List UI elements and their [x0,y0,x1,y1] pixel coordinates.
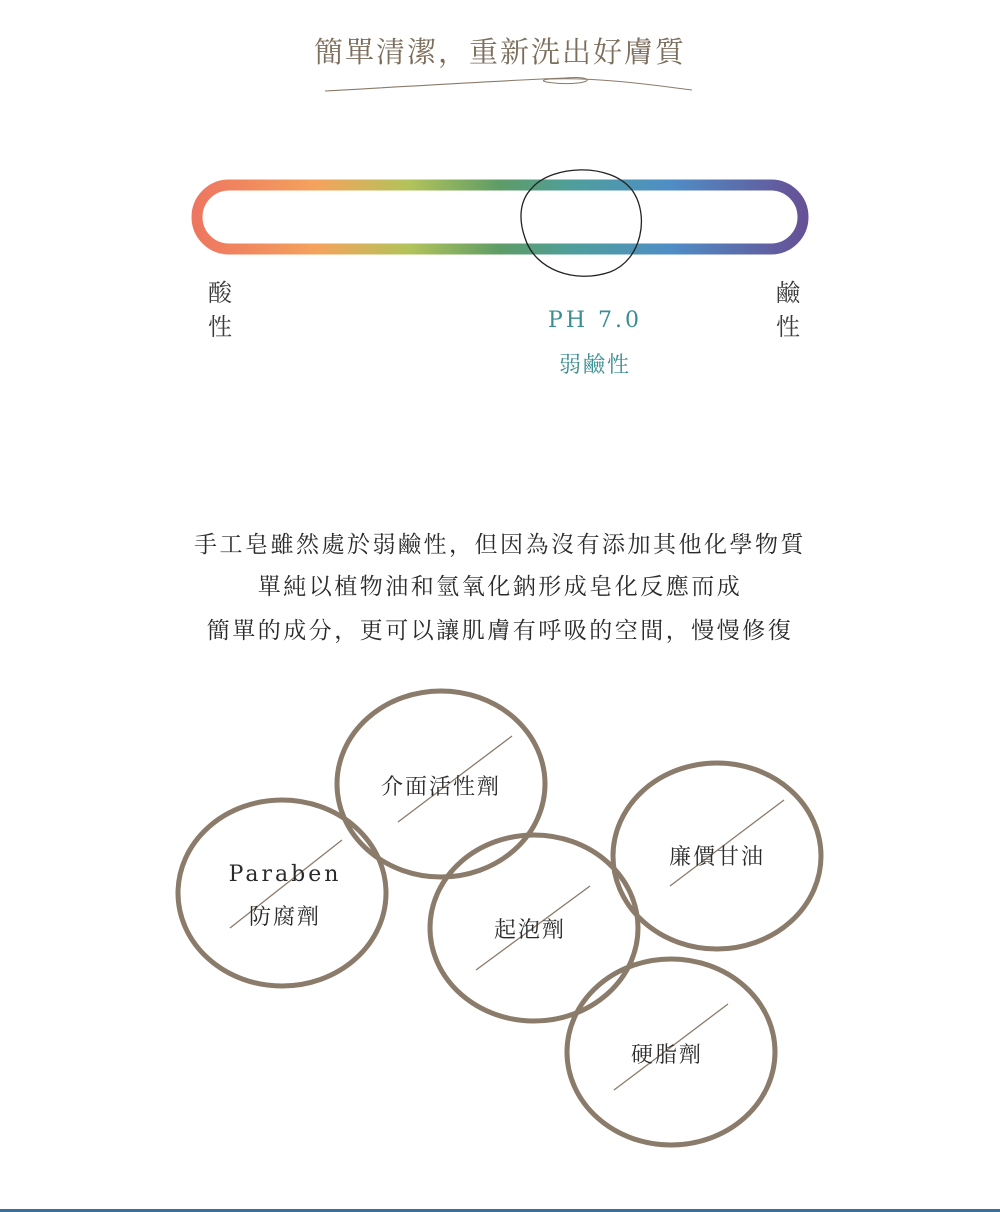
ingredient-bubble-foaming-agent [430,835,638,1021]
paragraph-line-3: 簡單的成分，更可以讓肌膚有呼吸的空間，慢慢修復 [206,618,794,644]
acid-label: 酸 性 [208,279,232,341]
ingredient-label-foaming-agent: 起泡劑 [493,918,566,943]
title-underline-decoration [320,68,700,102]
ingredient-bubble-stearin [567,959,775,1145]
ph-value: PH 7.0 [548,308,642,333]
ingredient-label-paraben: Paraben [228,862,342,887]
ingredient-sublabel-preservative: 防腐劑 [248,905,321,930]
ingredient-bubble-surfactant [337,691,545,877]
ph-gradient-bar [197,185,803,249]
paragraph-line-1: 手工皂雖然處於弱鹼性，但因為沒有添加其他化學物質 [194,532,806,558]
page-title: 簡單清潔，重新洗出好膚質 [313,35,686,69]
paragraph-line-2: 單純以植物油和氫氧化鈉形成皂化反應而成 [257,574,743,600]
ingredient-bubble-cheap-glycerin [613,763,821,949]
ingredient-bubble-paraben [178,800,386,986]
ingredient-label-stearin: 硬脂劑 [630,1043,703,1068]
ph-scale-graphic [180,160,820,280]
ph-description: 弱鹼性 [558,353,631,378]
ingredient-label-surfactant: 介面活性劑 [380,775,501,800]
excluded-ingredients-graphic [0,680,1000,1160]
ingredient-label-cheap-glycerin: 廉價甘油 [668,845,765,870]
alkaline-label: 鹼 性 [776,279,800,341]
